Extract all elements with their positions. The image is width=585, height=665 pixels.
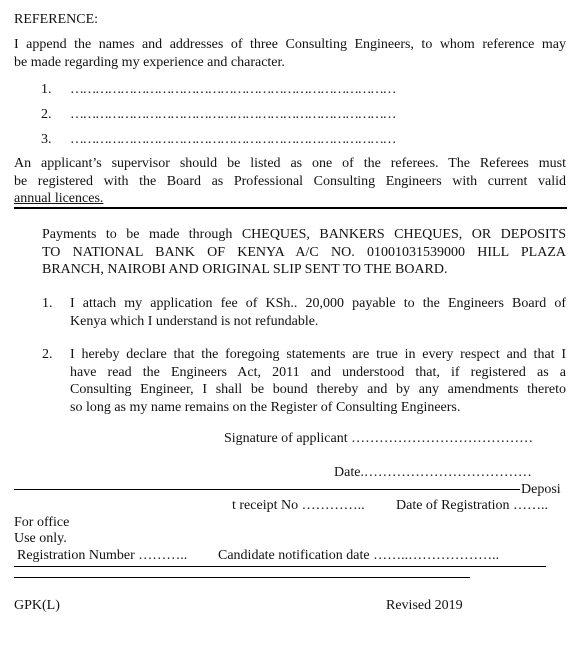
deposit-label: Deposi (521, 482, 561, 497)
referee-note-line: be registered with the Board as Professional Consulting Engineers with current valid (14, 173, 566, 189)
referee-number: 1. (41, 82, 52, 97)
referee-note-line: annual licences. (14, 191, 104, 206)
declaration-number: 2. (42, 347, 53, 362)
declaration-line: Kenya which I understand is not refundable. (70, 313, 319, 329)
referee-line[interactable]: …………………………………………………………………… (70, 107, 395, 122)
date-field[interactable]: Date.……………………………… (334, 465, 532, 480)
candidate-notification-field[interactable]: Candidate notification date ……..……………….. (218, 548, 500, 563)
declaration-line: I attach my application fee of KSh.. 20,000 payable to the Engineers Board of (70, 296, 566, 311)
office-bottom-rule (14, 577, 470, 578)
referee-note-line: An applicant’s supervisor should be listed as one of the referees. The Referees must (14, 156, 566, 171)
reference-intro (14, 36, 566, 71)
reference-heading: REFERENCE: (14, 12, 99, 27)
use-only-label: Use only. (14, 531, 67, 546)
office-bottom-rule (14, 566, 546, 567)
payment-instructions (42, 226, 566, 279)
declaration-statement (70, 346, 566, 416)
referee-line[interactable]: …………………………………………………………………… (70, 82, 395, 97)
footer-code: GPK(L) (14, 598, 60, 613)
section-divider (14, 207, 567, 209)
declaration-line: have read the Engineers Act, 2011 and understood that, if registered as a (70, 364, 566, 380)
reference-intro-line: I append the names and addresses of three Consulting Engineers, to whom reference may (14, 37, 566, 52)
office-divider (14, 489, 520, 490)
declaration-line: Consulting Engineer, I shall be bound thereby and by any amendments thereto (70, 382, 566, 397)
for-office-label: For office (14, 515, 70, 530)
payment-line: BRANCH, NAIROBI AND ORIGINAL SLIP SENT TO THE BOARD. (42, 262, 448, 277)
referee-number: 3. (41, 132, 52, 147)
referee-note (14, 155, 566, 208)
registration-number-field[interactable]: Registration Number ……….. (17, 548, 188, 563)
referee-number: 2. (41, 107, 52, 122)
footer-revised: Revised 2019 (386, 598, 463, 613)
signature-field[interactable]: Signature of applicant ………………………………… (224, 431, 534, 446)
deposit-receipt-field[interactable]: t receipt No ………….. (232, 498, 365, 513)
date-of-registration-field[interactable]: Date of Registration …….. (396, 498, 549, 513)
reference-intro-line: be made regarding my experience and character. (14, 54, 285, 70)
payment-line: Payments to be made through CHEQUES, BANKERS CHEQUES, OR DEPOSITS (42, 227, 566, 242)
referee-line[interactable]: …………………………………………………………………… (70, 132, 395, 147)
payment-line: TO NATIONAL BANK OF KENYA A/C NO. 01001031539000 HILL PLAZA (42, 244, 566, 260)
declaration-line: so long as my name remains on the Register of Consulting Engineers. (70, 399, 461, 415)
declaration-line: I hereby declare that the foregoing statements are true in every respect and that I (70, 347, 566, 362)
declaration-number: 1. (42, 296, 53, 311)
declaration-fee (70, 295, 566, 330)
